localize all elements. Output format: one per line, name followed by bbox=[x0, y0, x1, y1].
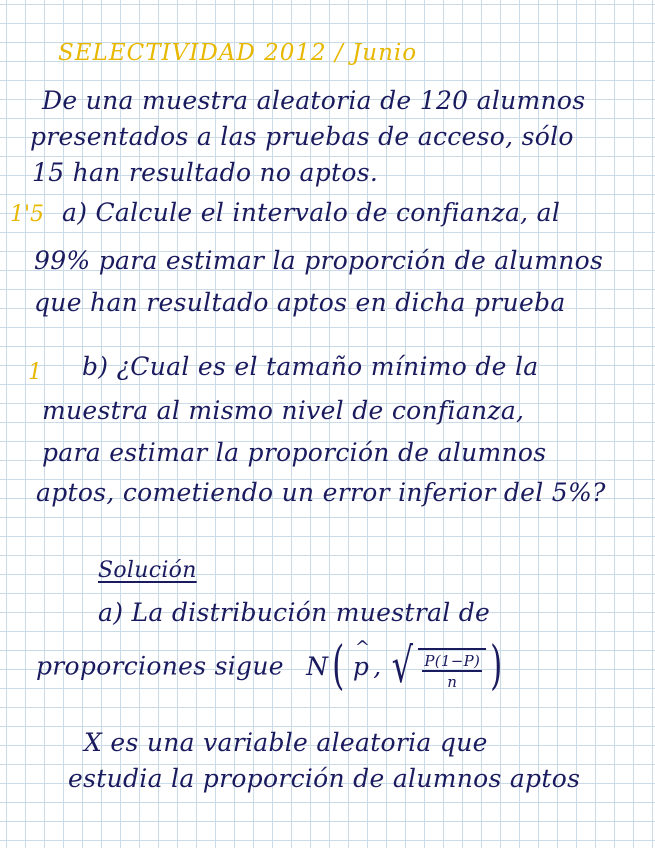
solution-a-line-2 bbox=[36, 636, 507, 696]
fraction bbox=[418, 648, 486, 691]
score-part-b: 1 bbox=[28, 360, 42, 385]
part-a-line-3: que han resultado aptos en dicha prueba bbox=[34, 288, 566, 317]
solution-a-line-1: a) La distribución muestral de bbox=[98, 598, 491, 627]
problem-line-1: De una muestra aleatoria de 120 alumnos bbox=[42, 86, 586, 115]
part-b-line-3: para estimar la proporción de alumnos bbox=[42, 438, 547, 467]
solution-title: Solución bbox=[98, 558, 197, 583]
part-a-line-2: 99% para estimar la proporción de alumnos bbox=[34, 246, 604, 275]
solution-x-line-1: X es una variable aleatoria que bbox=[84, 728, 488, 757]
problem-line-2: presentados a las pruebas de acceso, sólo bbox=[30, 122, 574, 151]
close-paren: ) bbox=[490, 636, 503, 696]
fraction-numerator: P(1−P) bbox=[424, 651, 481, 670]
part-b-line-1: b) ¿Cual es el tamaño mínimo de la bbox=[82, 352, 539, 381]
sampling-distribution-formula bbox=[306, 636, 507, 696]
open-paren: ( bbox=[332, 636, 345, 696]
problem-line-3: 15 han resultado no aptos. bbox=[32, 158, 379, 187]
exam-heading: SELECTIVIDAD 2012 / Junio bbox=[58, 40, 418, 66]
part-b-line-2: muestra al mismo nivel de confianza, bbox=[42, 396, 525, 425]
radical-sign: √ bbox=[392, 637, 414, 694]
normal-symbol: N bbox=[306, 651, 329, 681]
score-part-a: 1'5 bbox=[10, 202, 45, 227]
part-b-line-4: aptos, cometiendo un error inferior del 5%? bbox=[36, 478, 606, 507]
solution-x-line-2: estudia la proporción de alumnos aptos bbox=[68, 764, 581, 793]
solution-a-line-2-text: proporciones sigue bbox=[36, 651, 284, 681]
formula-comma: , bbox=[373, 651, 382, 681]
sqrt-expression bbox=[387, 637, 486, 694]
fraction-denominator: n bbox=[447, 672, 458, 691]
p-hat-symbol: ^ p bbox=[353, 652, 369, 681]
part-a-line-1: a) Calcule el intervalo de confianza, al bbox=[62, 198, 561, 227]
